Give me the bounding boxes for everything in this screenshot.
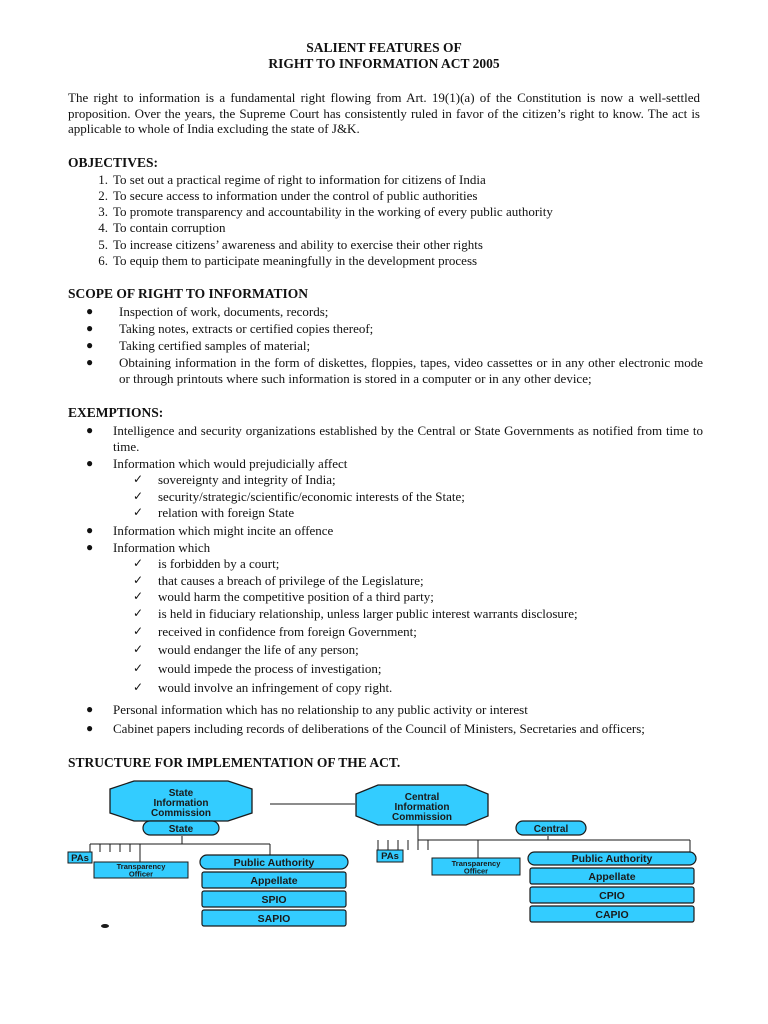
list-item-text: Obtaining information in the form of diskettes, floppies, tapes, video cassettes or in any other electronic mode or through printouts where such information is stored in a computer or in any other device; (119, 355, 703, 386)
intro-paragraph: The right to information is a fundamental right flowing from Art. 19(1)(a) of the Constitution is now a well-settled proposition. Over the years, the Supreme Court has consistently ruled in favor of the citizen’s right to know. The act is applicable to whole of India excluding the state of J&K. (68, 90, 700, 137)
bullet-icon: ● (86, 338, 94, 352)
bullet-icon: ● (86, 540, 94, 554)
title-line-1: SALIENT FEATURES OF (306, 40, 462, 55)
check-icon: ✓ (133, 556, 144, 570)
check-icon: ✓ (133, 589, 144, 603)
left-commission-line3: Commission (150, 808, 212, 819)
check-icon: ✓ (133, 573, 144, 587)
check-icon: ✓ (133, 661, 144, 675)
right-level-label: Central (533, 824, 569, 835)
exemptions-heading: EXEMPTIONS: (68, 405, 164, 420)
left-transparency-line1: Transparency (116, 862, 166, 871)
right-commission-line1: Central (404, 792, 440, 803)
bullet-icon: ● (86, 721, 94, 735)
check-icon: ✓ (133, 680, 144, 694)
bullet-icon: ● (86, 702, 94, 716)
left-sapio-label: SAPIO (257, 913, 291, 925)
bullet-icon: ● (86, 304, 94, 318)
right-transparency-line2: Officer (463, 866, 489, 876)
structure-heading: STRUCTURE FOR IMPLEMENTATION OF THE ACT. (68, 755, 401, 770)
bullet-icon: ● (86, 523, 94, 537)
right-authority-label: Public Authority (571, 853, 653, 865)
title-line-2: RIGHT TO INFORMATION ACT 2005 (268, 56, 500, 71)
check-icon: ✓ (133, 505, 144, 519)
right-commission-line3: Commission (391, 812, 453, 823)
bullet-icon: ● (86, 423, 94, 437)
left-spio-label: SPIO (261, 894, 287, 906)
check-icon: ✓ (133, 606, 144, 620)
right-transparency-line1: Transparency (451, 859, 501, 868)
left-commission-line1: State (168, 788, 194, 799)
implementation-structure-diagram (0, 780, 768, 940)
check-icon: ✓ (133, 642, 144, 656)
left-level-label: State (168, 824, 194, 835)
bullet-icon: ● (86, 321, 94, 335)
right-cpio-label: CPIO (599, 890, 625, 902)
left-transparency-line2: Officer (128, 869, 154, 879)
dot-marker (101, 924, 109, 928)
scope-heading: SCOPE OF RIGHT TO INFORMATION (68, 286, 309, 301)
right-commission-line2: Information (394, 802, 450, 813)
document-page: SALIENT FEATURES OF RIGHT TO INFORMATION ACT 2005 The right to information is a fundamental right flowing from Art. 19(1)(a) of the Constitution is now a well-settled proposition. Over the years, the Supreme Court has consistently ruled in favor of the citizen’s right to know. The act is applicable to whole of India excluding the state of J&K. OBJECTIVES: 1. To set out a practical regime of right to information for citizens of India 2. To secure access to information under the control of public authorities 3. To promote transparency and accountability in the working of every public authority 4. To contain corruption 5. To increase citizens’ awareness and ability to exercise their other rights 6. To equip them to participate meaningfully in the development process SCOPE OF RIGHT TO INFORMATION ● Inspection of work, documents, records; ● Taking notes, extracts or certified copies thereof; ● Taking certified samples of material; ● Obtaining information in the form of diskettes, floppies, tapes, video cassettes or in any other electronic mode or through printouts where such information is stored in a computer or in any other device; EXEMPTIONS: ● Intelligence and security organizations established by the Central or State Governments as notified from time to time. ● Information which would prejudicially affect ✓ sovereignty and integrity of India; ✓ security/strategic/scientific/economic interests of the State; ✓ relation with foreign State ● Information which might incite an offence ● Information which ✓ is forbidden by a court; ✓ that causes a breach of privilege of the Legislature; ✓ would harm the competitive position of a third party; ✓ is held in fiduciary relationship, unless larger public interest warrants disclosure; ✓ received in confidence from foreign Government; ✓ would endanger the life of any person; ✓ would impede the process of investigation; ✓ would involve an infringement of copy right. ● Personal information which has no relationship to any public activity or interest ● Cabinet papers including records of deliberations of the Council of Ministers, Secretaries and officers; STRUCTURE FOR IMPLEMENTATION OF THE ACT. State Information Commission Central Information Commission State Central PAs PAs Transparency Officer Transparency Officer Public Authority Public Authority Appellate SPIO SAPIO Appellate CPIO CAPIO (0, 0, 768, 1024)
list-item-text: Intelligence and security organizations established by the Central or State Governments as notified from time to time. (113, 423, 703, 454)
bullet-icon: ● (86, 456, 94, 470)
left-authority-label: Public Authority (233, 857, 315, 869)
check-icon: ✓ (133, 624, 144, 638)
right-appellate-label: Appellate (588, 871, 636, 883)
check-icon: ✓ (133, 489, 144, 503)
left-pas-label: PAs (71, 853, 89, 864)
bullet-icon: ● (86, 355, 94, 369)
right-pas-label: PAs (381, 851, 399, 862)
objectives-heading: OBJECTIVES: (68, 155, 159, 170)
left-commission-line2: Information (153, 798, 209, 809)
right-capio-label: CAPIO (595, 909, 629, 921)
check-icon: ✓ (133, 472, 144, 486)
left-appellate-label: Appellate (250, 875, 298, 887)
